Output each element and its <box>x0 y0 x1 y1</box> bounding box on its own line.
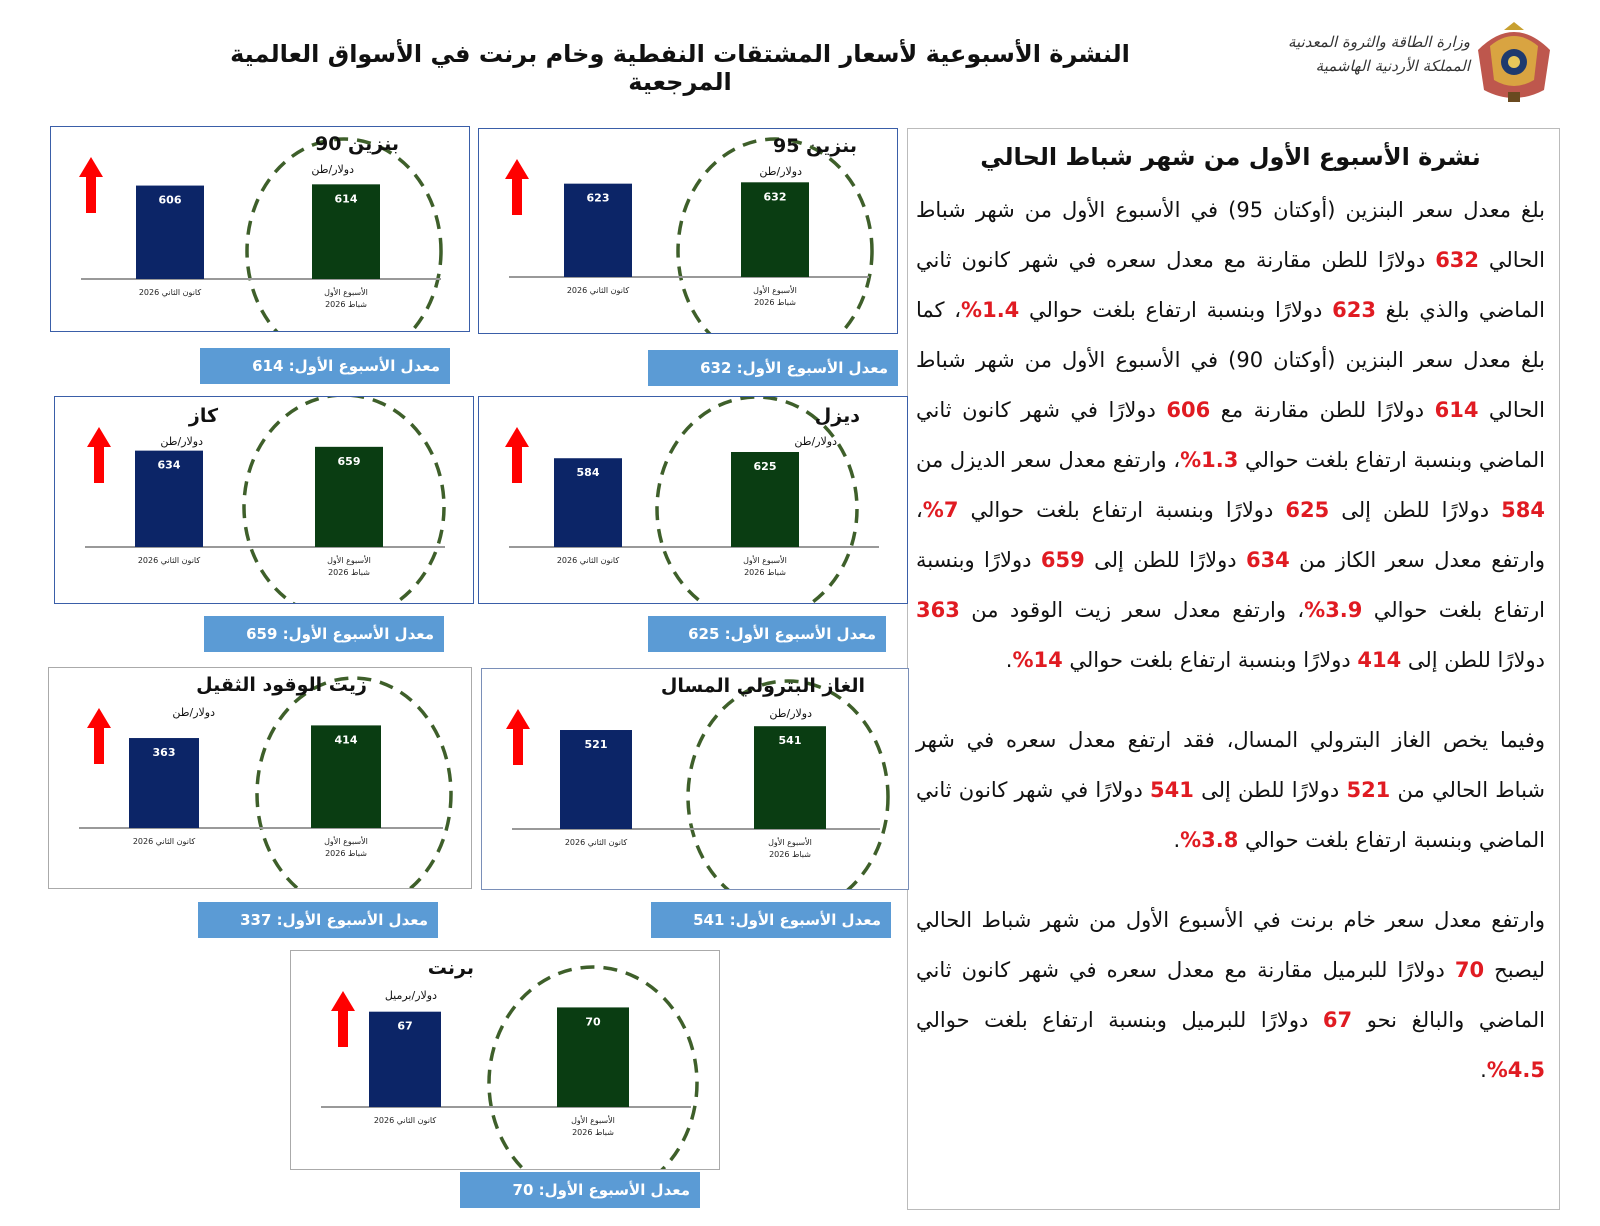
up-arrow-icon <box>87 708 111 764</box>
first-week-average-box: معدل الأسبوع الأول: 70 <box>460 1172 700 1208</box>
paragraph-products <box>916 185 1545 685</box>
highlighted-number: 632 <box>1435 248 1480 272</box>
chart-card-gasoline95 <box>478 128 898 334</box>
chart-unit: دولار/طن <box>172 706 215 719</box>
category-label: كانون الثاني 2026 <box>137 556 201 565</box>
chart-svg <box>479 397 907 603</box>
ministry-line-1: وزارة الطاقة والثروة المعدنية <box>1287 33 1470 51</box>
category-label: كانون الثاني 2026 <box>132 837 196 846</box>
highlighted-number: 1.4% <box>961 298 1020 322</box>
paragraph-text: بلغ معدل سعر البنزين (أوكتان 95) في الأسبوع الأول من شهر شباط الحالي <box>916 198 1545 272</box>
paragraph-text: دولارًا في شهر كانون ثاني الماضي وبنسبة ارتفاع بلغت حوالي <box>916 398 1545 472</box>
bar-value-label: 659 <box>337 454 361 468</box>
highlighted-number: 3.8% <box>1180 828 1239 852</box>
up-arrow-icon <box>79 157 103 213</box>
highlighted-number: 541 <box>1150 778 1194 802</box>
chart-svg <box>291 951 719 1169</box>
category-label: الأسبوع الأول <box>753 286 797 295</box>
paragraph-text: ، وارتفع معدل سعر زيت الوقود من <box>959 598 1305 622</box>
category-label: شباط 2026 <box>328 568 370 577</box>
category-label: شباط 2026 <box>754 298 796 307</box>
paragraph-text: . <box>1173 828 1181 852</box>
category-label: كانون الثاني 2026 <box>566 286 630 295</box>
chart-unit: دولار/طن <box>759 165 802 178</box>
ministry-line-2: المملكة الأردنية الهاشمية <box>1315 57 1470 75</box>
highlighted-number: 3.9% <box>1304 598 1363 622</box>
chart-card-lpg <box>481 668 909 890</box>
highlighted-number: 614 <box>1434 398 1479 422</box>
category-label: كانون الثاني 2026 <box>138 288 202 297</box>
paragraph-text: دولارًا للبرميل وبنسبة ارتفاع بلغت حوالي <box>916 1008 1323 1032</box>
highlighted-number: 634 <box>1245 548 1290 572</box>
paragraph-text: دولارًا وبنسبة ارتفاع بلغت حوالي <box>958 498 1286 522</box>
chart-title: بنزين 90 <box>314 133 399 155</box>
bar-value-label: 584 <box>576 466 600 480</box>
bar-value-label: 414 <box>334 733 358 747</box>
first-week-average-box: معدل الأسبوع الأول: 625 <box>648 616 886 652</box>
category-label: شباط 2026 <box>572 1128 614 1137</box>
chart-unit: دولار/طن <box>311 163 354 176</box>
chart-title: الغاز البترولي المسال <box>660 675 865 697</box>
chart-svg <box>482 669 908 889</box>
category-label: شباط 2026 <box>769 850 811 859</box>
highlighted-number: 623 <box>1332 298 1376 322</box>
paragraph-text: . <box>1480 1058 1487 1082</box>
paragraph-text: ، وارتفع معدل سعر الديزل من <box>916 448 1181 472</box>
highlighted-number: 414 <box>1357 648 1402 672</box>
chart-title: برنت <box>427 957 474 979</box>
paragraph-lpg <box>916 715 1545 865</box>
paragraph-text: ، وارتفع معدل سعر الكاز من <box>916 498 1546 572</box>
category-label: كانون الثاني 2026 <box>564 838 628 847</box>
paragraph-text: دولارًا وبنسبة ارتفاع بلغت حوالي <box>1062 648 1358 672</box>
paragraph-text: دولارًا للطن إلى <box>1084 548 1246 572</box>
category-label: كانون الثاني 2026 <box>556 556 620 565</box>
category-label: الأسبوع الأول <box>743 556 787 565</box>
paragraph-text: دولارًا للطن مقارنة مع <box>1210 398 1435 422</box>
category-label: شباط 2026 <box>325 300 367 309</box>
bulletin-heading: نشرة الأسبوع الأول من شهر شباط الحالي <box>980 143 1481 171</box>
bar-value-label: 521 <box>584 738 608 752</box>
paragraph-text: دولارًا وبنسبة ارتفاع بلغت حوالي <box>1019 298 1333 322</box>
bar-value-label: 623 <box>586 191 610 205</box>
chart-unit: دولار/طن <box>769 707 812 720</box>
highlighted-number: 625 <box>1285 498 1330 522</box>
bulletin-text-panel <box>907 128 1560 1210</box>
chart-card-gasoline90 <box>50 126 470 332</box>
ministry-name <box>1270 30 1470 78</box>
highlighted-number: 584 <box>1501 498 1545 522</box>
highlighted-number: 7% <box>922 498 959 522</box>
bar-value-label: 625 <box>753 460 777 473</box>
chart-title: بنزين 95 <box>772 135 857 157</box>
paragraph-text: وفيما يخص الغاز البترولي المسال، فقد ارتفع معدل سعره في شهر شباط الحالي من <box>916 728 1546 802</box>
highlighted-number: 67 <box>1322 1008 1353 1032</box>
up-arrow-icon <box>505 159 529 215</box>
chart-title: ديزل <box>814 405 860 427</box>
bar-value-label: 363 <box>152 746 176 760</box>
first-week-average-box: معدل الأسبوع الأول: 541 <box>651 902 891 938</box>
page-title: النشرة الأسبوعية لأسعار المشتقات النفطية وخام برنت في الأسواق العالمية المرجعية <box>230 40 1130 96</box>
category-label: كانون الثاني 2026 <box>373 1116 437 1125</box>
paragraph-text: وارتفع معدل سعر خام برنت في الأسبوع الأول من شهر شباط الحالي ليصبح <box>916 908 1546 982</box>
first-week-average-box: معدل الأسبوع الأول: 659 <box>204 616 444 652</box>
first-week-average-box: معدل الأسبوع الأول: 632 <box>648 350 898 386</box>
coat-of-arms-icon <box>1468 20 1560 106</box>
bar-value-label: 634 <box>157 458 181 472</box>
bar-value-label: 67 <box>397 1019 413 1033</box>
bar-value-label: 541 <box>778 734 802 748</box>
up-arrow-icon <box>87 427 111 483</box>
chart-svg <box>49 668 471 888</box>
highlighted-number: 521 <box>1346 778 1391 802</box>
bar-value-label: 614 <box>334 192 358 206</box>
highlighted-number: 1.3% <box>1180 448 1239 472</box>
paragraph-text: . <box>1005 648 1013 672</box>
highlighted-number: 14% <box>1012 648 1063 672</box>
paragraph-text: دولارًا في شهر كانون ثاني الماضي وبنسبة ارتفاع بلغت حوالي <box>916 778 1545 852</box>
up-arrow-icon <box>506 709 530 765</box>
paragraph-text: دولارًا وبنسبة ارتفاع بلغت حوالي <box>916 548 1545 622</box>
category-label: الأسبوع الأول <box>571 1116 615 1125</box>
category-label: شباط 2026 <box>325 849 367 858</box>
up-arrow-icon <box>505 427 529 483</box>
paragraph-text: دولارًا للطن إلى <box>1329 498 1502 522</box>
highlighted-number: 70 <box>1454 958 1485 982</box>
bar-value-label: 70 <box>585 1015 601 1029</box>
chart-card-brent <box>290 950 720 1170</box>
chart-title: كاز <box>188 405 218 427</box>
category-label: شباط 2026 <box>744 568 786 577</box>
chart-card-fueloil <box>48 667 472 889</box>
category-label: الأسبوع الأول <box>768 838 812 847</box>
paragraph-text: ، كما بلغ معدل سعر البنزين (أوكتان 90) في الأسبوع الأول من شهر شباط الحالي <box>916 298 1546 422</box>
chart-svg <box>479 129 897 333</box>
first-week-average-box: معدل الأسبوع الأول: 614 <box>200 348 450 384</box>
bar-value-label: 606 <box>158 193 182 207</box>
highlighted-number: 606 <box>1166 398 1211 422</box>
chart-unit: دولار/طن <box>794 435 837 448</box>
first-week-average-box: معدل الأسبوع الأول: 337 <box>198 902 438 938</box>
paragraph-text: دولارًا للطن مقارنة مع معدل سعره في شهر كانون ثاني الماضي والذي بلغ <box>916 248 1545 322</box>
paragraph-brent <box>916 895 1545 1095</box>
category-label: الأسبوع الأول <box>324 837 368 846</box>
highlighted-number: 4.5% <box>1486 1058 1545 1082</box>
up-arrow-icon <box>331 991 355 1047</box>
chart-unit: دولار/برميل <box>384 989 437 1002</box>
paragraph-text: دولارًا للطن إلى <box>1401 648 1545 672</box>
chart-unit: دولار/طن <box>160 435 203 448</box>
chart-svg <box>51 127 469 331</box>
category-label: الأسبوع الأول <box>324 288 368 297</box>
paragraph-text: دولارًا للطن إلى <box>1193 778 1347 802</box>
paragraph-text: دولارًا للبرميل مقارنة مع معدل سعره في شهر كانون ثاني الماضي والبالغ نحو <box>916 958 1545 1032</box>
chart-card-diesel <box>478 396 908 604</box>
bar-value-label: 632 <box>763 190 787 204</box>
chart-title: زيت الوقود الثقيل <box>196 674 367 696</box>
category-label: الأسبوع الأول <box>327 556 371 565</box>
highlighted-number: 659 <box>1040 548 1085 572</box>
chart-svg <box>55 397 473 603</box>
chart-card-kerosene <box>54 396 474 604</box>
highlighted-number: 363 <box>916 598 960 622</box>
